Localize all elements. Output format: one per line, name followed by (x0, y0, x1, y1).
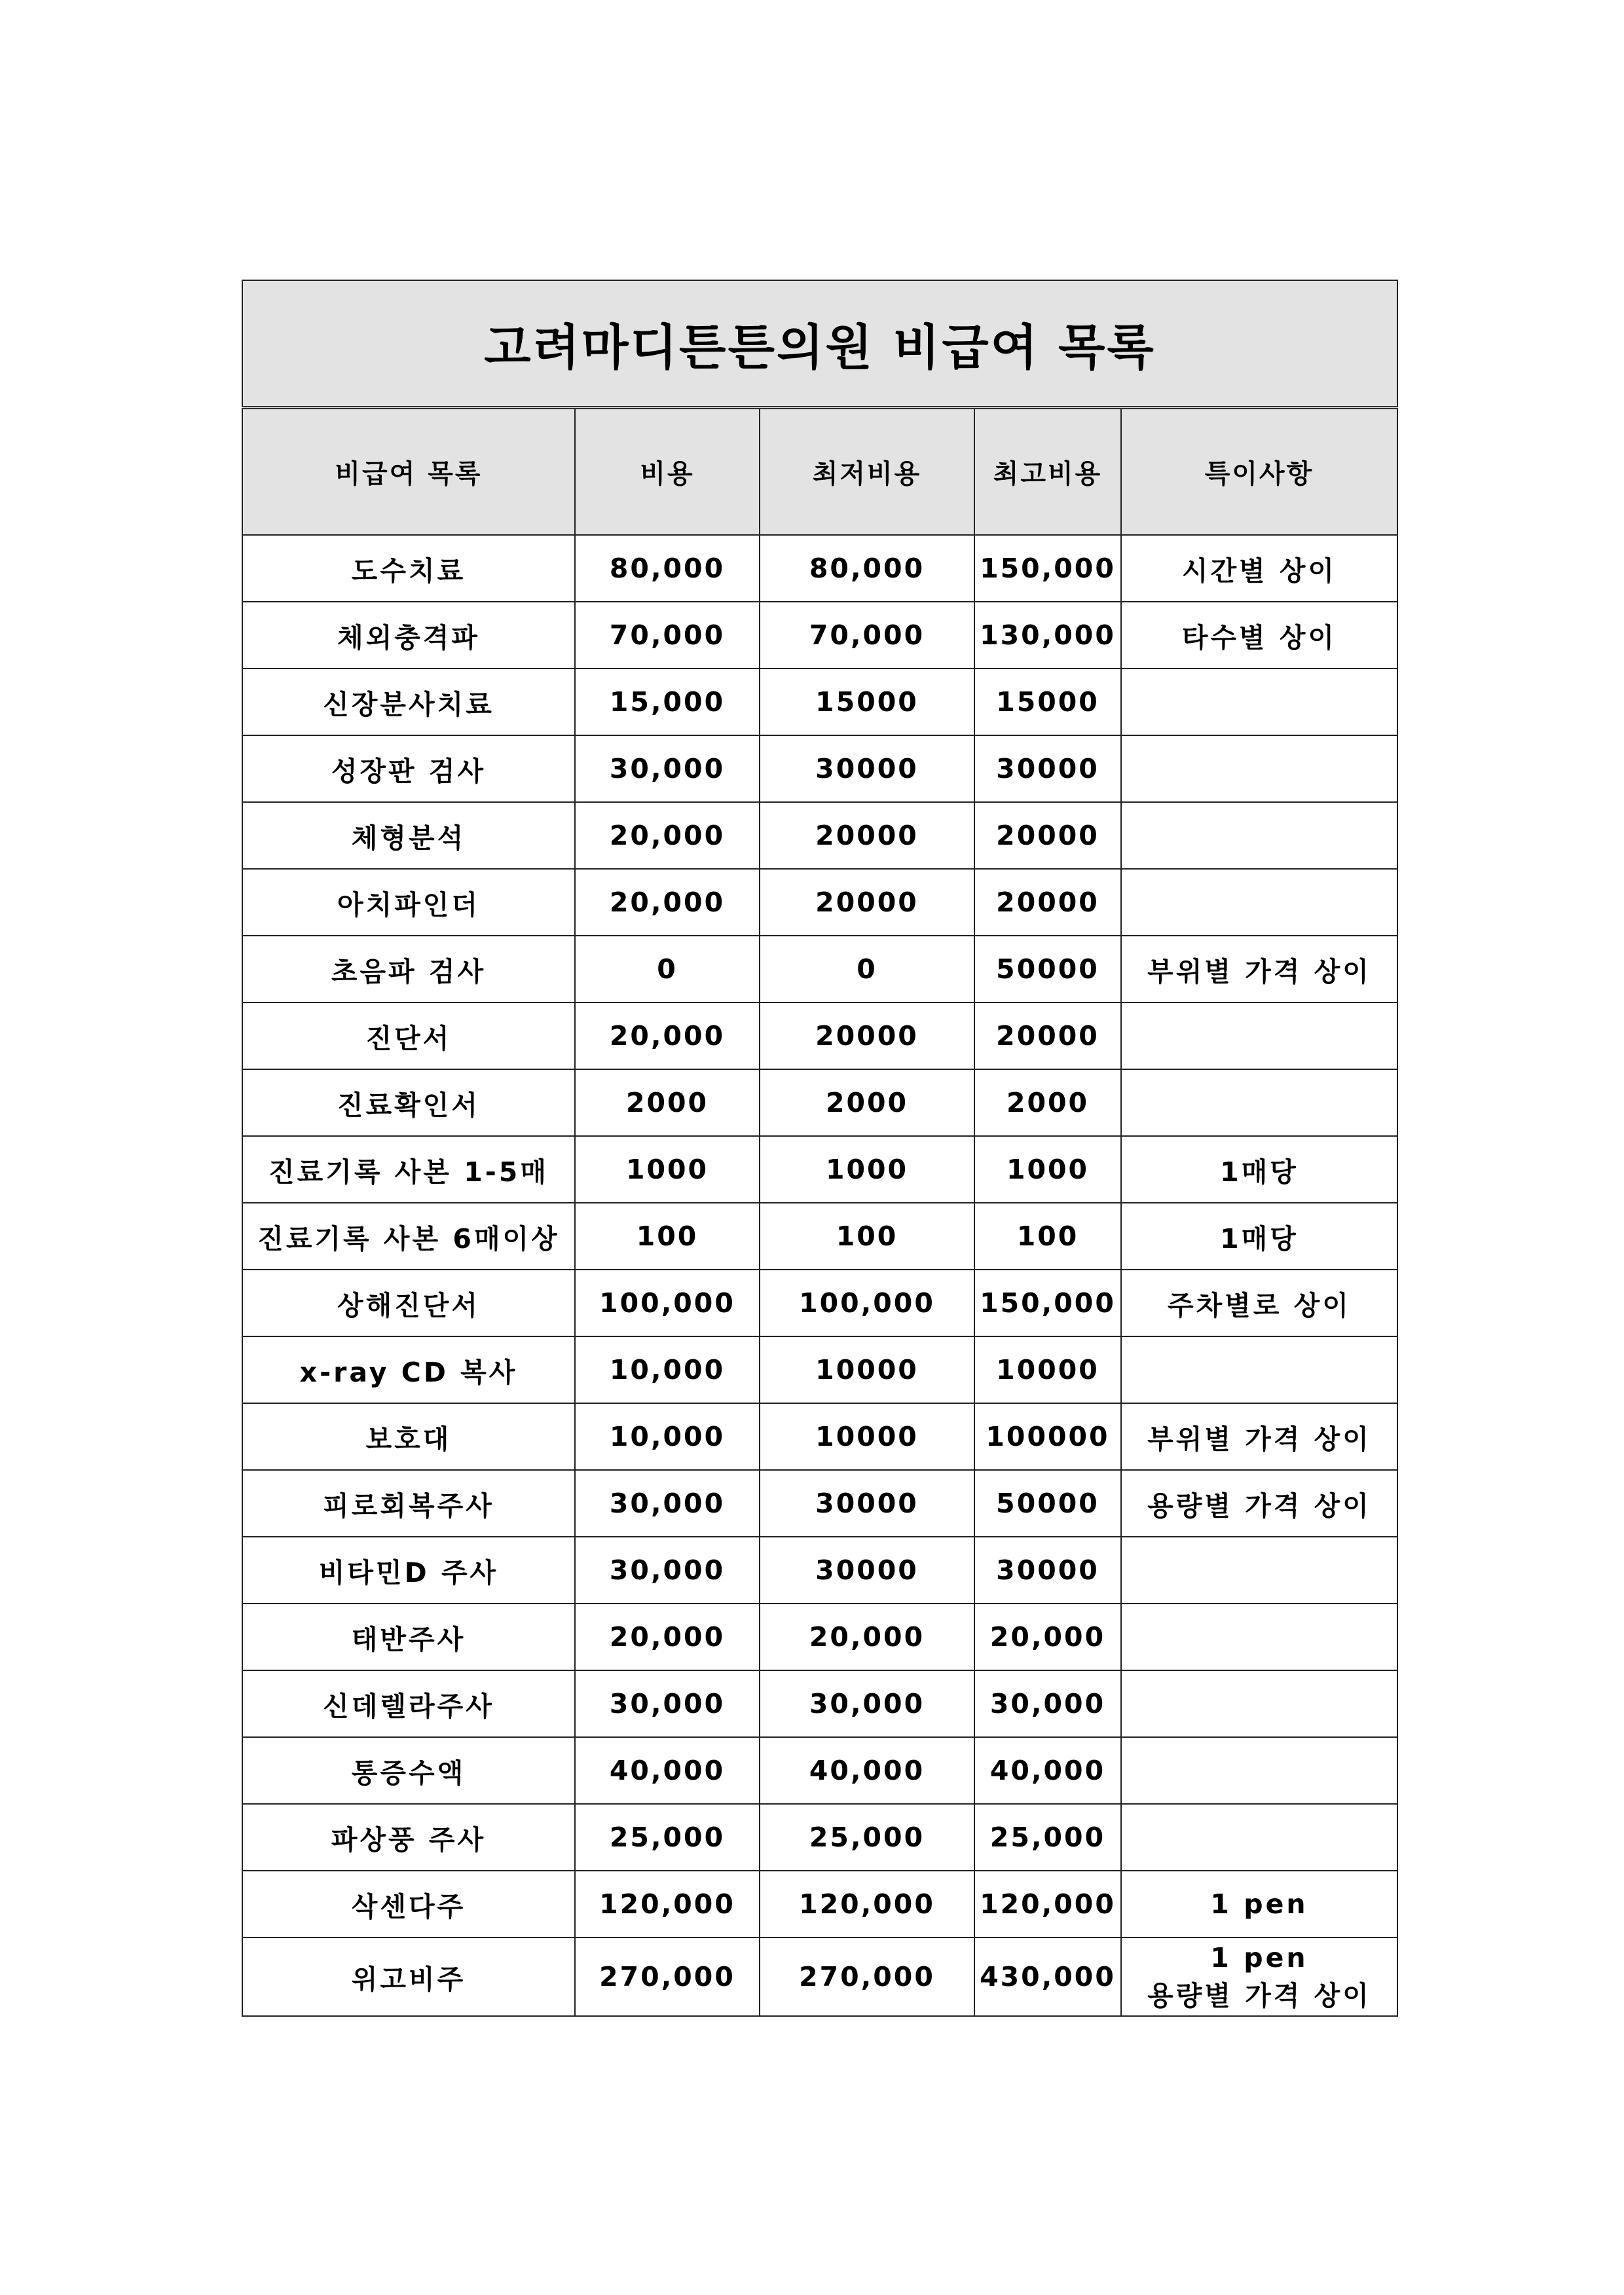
note-cell (1121, 1002, 1397, 1069)
cost-cell: 100 (575, 1203, 760, 1270)
max-cost-cell: 30,000 (974, 1670, 1121, 1737)
cost-cell: 40,000 (575, 1737, 760, 1804)
min-cost-cell: 20000 (760, 1002, 974, 1069)
table-row (242, 936, 1397, 1002)
cost-cell: 270,000 (575, 1937, 760, 2016)
min-cost-cell: 1000 (760, 1136, 974, 1203)
min-cost-cell: 70,000 (760, 602, 974, 669)
max-cost-cell: 150,000 (974, 1270, 1121, 1336)
min-cost-cell: 100 (760, 1203, 974, 1270)
cost-cell: 30,000 (575, 1537, 760, 1604)
cost-cell: 120,000 (575, 1871, 760, 1937)
note-cell (1121, 1804, 1397, 1871)
min-cost-cell: 40,000 (760, 1737, 974, 1804)
max-cost-cell: 120,000 (974, 1871, 1121, 1937)
item-name-cell: x-ray CD 복사 (242, 1336, 575, 1403)
item-name-cell: 피로회복주사 (242, 1470, 575, 1537)
table-row (242, 1537, 1397, 1604)
cost-cell: 15,000 (575, 669, 760, 735)
min-cost-cell: 100,000 (760, 1270, 974, 1336)
table-row (242, 1203, 1397, 1270)
max-cost-cell: 20000 (974, 802, 1121, 869)
max-cost-cell: 1000 (974, 1136, 1121, 1203)
min-cost-cell: 10000 (760, 1403, 974, 1470)
max-cost-cell: 100 (974, 1203, 1121, 1270)
item-name-cell: 파상풍 주사 (242, 1804, 575, 1871)
min-cost-cell: 270,000 (760, 1937, 974, 2016)
cost-cell: 0 (575, 936, 760, 1002)
cost-cell: 30,000 (575, 1470, 760, 1537)
cost-cell: 1000 (575, 1136, 760, 1203)
note-line: 용량별 가격 상이 (1147, 1980, 1371, 2011)
non-covered-fee-table (242, 280, 1398, 2017)
max-cost-cell: 30000 (974, 735, 1121, 802)
table-row (242, 1136, 1397, 1203)
table-row (242, 1270, 1397, 1336)
table-row (242, 802, 1397, 869)
note-cell: 1매당 (1121, 1136, 1397, 1203)
note-cell: 부위별 가격 상이 (1121, 936, 1397, 1002)
table-row (242, 1002, 1397, 1069)
note-cell (1121, 1336, 1397, 1403)
min-cost-cell: 15000 (760, 669, 974, 735)
note-cell (1121, 669, 1397, 735)
cost-cell: 25,000 (575, 1804, 760, 1871)
item-name-cell: 상해진단서 (242, 1270, 575, 1336)
max-cost-cell: 20,000 (974, 1604, 1121, 1670)
min-cost-cell: 30000 (760, 1537, 974, 1604)
note-cell: 시간별 상이 (1121, 535, 1397, 602)
min-cost-cell: 120,000 (760, 1871, 974, 1937)
note-cell (1121, 869, 1397, 936)
item-name-cell: 통증수액 (242, 1737, 575, 1804)
cost-cell: 10,000 (575, 1336, 760, 1403)
item-name-cell: 진료기록 사본 1-5매 (242, 1136, 575, 1203)
max-cost-cell: 50000 (974, 1470, 1121, 1537)
table-row (242, 1403, 1397, 1470)
note-cell (1121, 1537, 1397, 1604)
table-row (242, 1069, 1397, 1136)
column-header-note: 특이사항 (1121, 408, 1397, 536)
item-name-cell: 진료기록 사본 6매이상 (242, 1203, 575, 1270)
min-cost-cell: 30,000 (760, 1670, 974, 1737)
min-cost-cell: 10000 (760, 1336, 974, 1403)
column-header-max-cost: 최고비용 (974, 408, 1121, 536)
cost-cell: 20,000 (575, 1002, 760, 1069)
item-name-cell: 위고비주 (242, 1937, 575, 2016)
column-header-item: 비급여 목록 (242, 408, 575, 536)
table-row (242, 1737, 1397, 1804)
max-cost-cell: 30000 (974, 1537, 1121, 1604)
item-name-cell: 체외충격파 (242, 602, 575, 669)
document-title: 고려마디튼튼의원 비급여 목록 (242, 280, 1397, 408)
item-name-cell: 성장판 검사 (242, 735, 575, 802)
max-cost-cell: 25,000 (974, 1804, 1121, 1871)
max-cost-cell: 150,000 (974, 535, 1121, 602)
table-row (242, 869, 1397, 936)
item-name-cell: 신장분사치료 (242, 669, 575, 735)
note-cell: 부위별 가격 상이 (1121, 1403, 1397, 1470)
note-cell: 1 pen (1121, 1871, 1397, 1937)
item-name-cell: 보호대 (242, 1403, 575, 1470)
table-row (242, 1670, 1397, 1737)
max-cost-cell: 100000 (974, 1403, 1121, 1470)
note-cell (1121, 735, 1397, 802)
table-row (242, 535, 1397, 602)
item-name-cell: 태반주사 (242, 1604, 575, 1670)
min-cost-cell: 30000 (760, 1470, 974, 1537)
max-cost-cell: 10000 (974, 1336, 1121, 1403)
note-cell (1121, 802, 1397, 869)
note-cell (1121, 1737, 1397, 1804)
item-name-cell: 삭센다주 (242, 1871, 575, 1937)
max-cost-cell: 20000 (974, 1002, 1121, 1069)
min-cost-cell: 20000 (760, 802, 974, 869)
note-line: 1 pen (1210, 1942, 1308, 1974)
item-name-cell: 진료확인서 (242, 1069, 575, 1136)
cost-cell: 20,000 (575, 869, 760, 936)
min-cost-cell: 2000 (760, 1069, 974, 1136)
item-name-cell: 신데렐라주사 (242, 1670, 575, 1737)
note-cell (1121, 1069, 1397, 1136)
min-cost-cell: 25,000 (760, 1804, 974, 1871)
table-row (242, 1336, 1397, 1403)
note-cell (1121, 1670, 1397, 1737)
note-cell: 주차별로 상이 (1121, 1270, 1397, 1336)
note-cell (1121, 1937, 1397, 2016)
table-row (242, 602, 1397, 669)
item-name-cell: 초음파 검사 (242, 936, 575, 1002)
table-row (242, 1937, 1397, 2016)
column-header-row (242, 408, 1397, 536)
table-row (242, 1604, 1397, 1670)
max-cost-cell: 130,000 (974, 602, 1121, 669)
cost-cell: 100,000 (575, 1270, 760, 1336)
max-cost-cell: 40,000 (974, 1737, 1121, 1804)
max-cost-cell: 20000 (974, 869, 1121, 936)
column-header-min-cost: 최저비용 (760, 408, 974, 536)
table-row (242, 1804, 1397, 1871)
max-cost-cell: 430,000 (974, 1937, 1121, 2016)
min-cost-cell: 30000 (760, 735, 974, 802)
note-cell: 타수별 상이 (1121, 602, 1397, 669)
cost-cell: 30,000 (575, 735, 760, 802)
cost-cell: 20,000 (575, 1604, 760, 1670)
min-cost-cell: 80,000 (760, 535, 974, 602)
max-cost-cell: 50000 (974, 936, 1121, 1002)
cost-cell: 2000 (575, 1069, 760, 1136)
cost-cell: 30,000 (575, 1670, 760, 1737)
fee-list-document (242, 280, 1397, 2017)
cost-cell: 20,000 (575, 802, 760, 869)
cost-cell: 70,000 (575, 602, 760, 669)
table-row (242, 735, 1397, 802)
min-cost-cell: 20000 (760, 869, 974, 936)
min-cost-cell: 0 (760, 936, 974, 1002)
cost-cell: 80,000 (575, 535, 760, 602)
min-cost-cell: 20,000 (760, 1604, 974, 1670)
table-row (242, 1871, 1397, 1937)
note-cell: 용량별 가격 상이 (1121, 1470, 1397, 1537)
item-name-cell: 진단서 (242, 1002, 575, 1069)
item-name-cell: 도수치료 (242, 535, 575, 602)
max-cost-cell: 15000 (974, 669, 1121, 735)
item-name-cell: 비타민D 주사 (242, 1537, 575, 1604)
note-cell (1121, 1604, 1397, 1670)
table-row (242, 669, 1397, 735)
table-row (242, 1470, 1397, 1537)
column-header-cost: 비용 (575, 408, 760, 536)
note-cell: 1매당 (1121, 1203, 1397, 1270)
max-cost-cell: 2000 (974, 1069, 1121, 1136)
item-name-cell: 아치파인더 (242, 869, 575, 936)
item-name-cell: 체형분석 (242, 802, 575, 869)
cost-cell: 10,000 (575, 1403, 760, 1470)
